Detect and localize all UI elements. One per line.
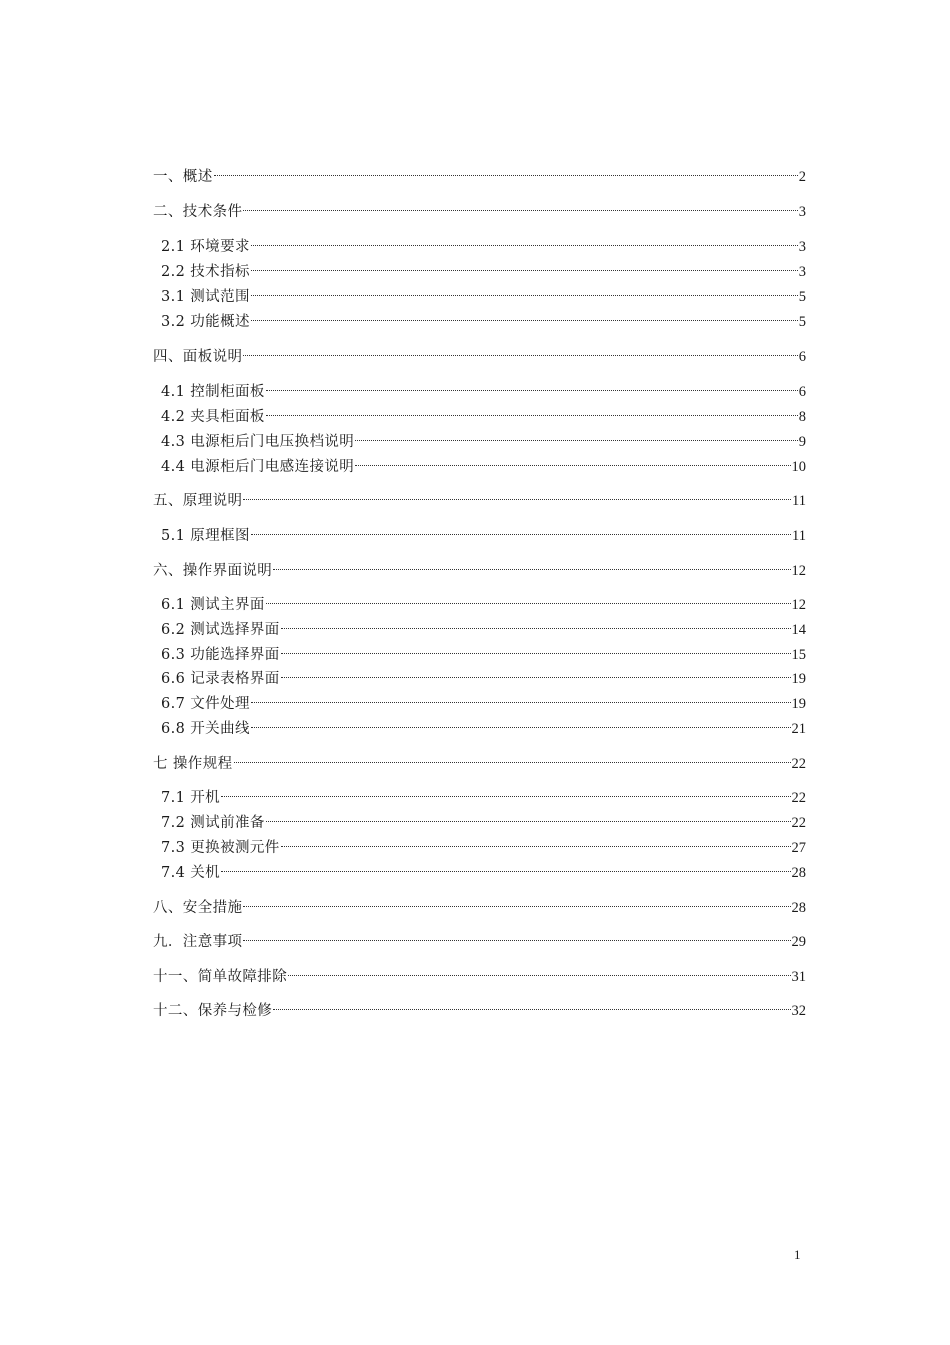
toc-entry[interactable] bbox=[161, 399, 806, 425]
toc-dot-leader bbox=[251, 686, 791, 708]
toc-entry-page: 3 bbox=[798, 264, 806, 280]
toc-entry[interactable] bbox=[153, 746, 806, 772]
toc-dot-leader bbox=[221, 780, 790, 802]
toc-dot-leader bbox=[281, 612, 791, 634]
toc-entry-title: 十一、简单故障排除 bbox=[153, 969, 288, 985]
toc-dot-leader bbox=[251, 304, 798, 326]
toc-entry-title: 7.4 关机 bbox=[161, 865, 221, 881]
toc-dot-leader bbox=[288, 959, 790, 981]
toc-entry-page: 19 bbox=[791, 671, 806, 687]
toc-entry-title: 二、技术条件 bbox=[153, 204, 243, 220]
toc-entry[interactable] bbox=[161, 711, 806, 737]
toc-entry-page: 22 bbox=[791, 815, 806, 831]
toc-entry[interactable] bbox=[153, 159, 806, 185]
toc-entry[interactable] bbox=[153, 993, 806, 1019]
toc-entry-page: 19 bbox=[791, 696, 806, 712]
toc-entry-page: 5 bbox=[798, 314, 806, 330]
toc-dot-leader bbox=[266, 805, 791, 827]
toc-entry-title: 4.2 夹具柜面板 bbox=[161, 409, 265, 425]
toc-entry-page: 3 bbox=[798, 239, 806, 255]
toc-dot-leader bbox=[281, 637, 791, 659]
toc-dot-leader bbox=[221, 855, 790, 877]
toc-entry[interactable] bbox=[161, 518, 806, 544]
toc-entry-title: 八、安全措施 bbox=[153, 900, 243, 916]
toc-dot-leader bbox=[355, 424, 798, 446]
toc-entry-page: 3 bbox=[798, 204, 806, 220]
toc-entry-page: 28 bbox=[791, 865, 806, 881]
toc-entry[interactable] bbox=[161, 661, 806, 687]
toc-entry[interactable] bbox=[153, 890, 806, 916]
toc-entry-page: 8 bbox=[798, 409, 806, 425]
toc-entry-page: 22 bbox=[791, 790, 806, 806]
toc-entry[interactable] bbox=[161, 686, 806, 712]
page-number: 1 bbox=[794, 1247, 801, 1262]
toc-entry[interactable] bbox=[161, 612, 806, 638]
toc-entry-title: 5.1 原理框图 bbox=[161, 528, 250, 544]
toc-entry[interactable] bbox=[153, 483, 806, 509]
toc-entry-page: 5 bbox=[798, 289, 806, 305]
toc-entry-page: 2 bbox=[798, 169, 806, 185]
toc-entry-title: 7.2 测试前准备 bbox=[161, 815, 265, 831]
toc-dot-leader bbox=[355, 449, 790, 471]
toc-entry-page: 11 bbox=[792, 528, 806, 544]
toc-entry-page: 32 bbox=[791, 1003, 806, 1019]
toc-entry[interactable] bbox=[161, 424, 806, 450]
toc-dot-leader bbox=[243, 483, 791, 505]
toc-entry[interactable] bbox=[161, 279, 806, 305]
toc-entry-page: 11 bbox=[792, 493, 806, 509]
toc-entry-page: 27 bbox=[791, 840, 806, 856]
toc-entry-title: 四、面板说明 bbox=[153, 349, 243, 365]
toc-entry-page: 21 bbox=[791, 721, 806, 737]
toc-entry-title: 3.1 测试范围 bbox=[161, 289, 250, 305]
toc-entry-title: 6.2 测试选择界面 bbox=[161, 622, 280, 638]
toc-entry-title: 一、概述 bbox=[153, 169, 213, 185]
toc-entry-title: 2.2 技术指标 bbox=[161, 264, 250, 280]
toc-entry[interactable] bbox=[161, 229, 806, 255]
toc-entry-title: 3.2 功能概述 bbox=[161, 314, 250, 330]
toc-dot-leader bbox=[243, 924, 790, 946]
toc-entry-title: 七 操作规程 bbox=[153, 756, 233, 772]
toc-entry-page: 12 bbox=[791, 563, 806, 579]
toc-entry[interactable] bbox=[153, 959, 806, 985]
toc-entry-page: 31 bbox=[791, 969, 806, 985]
toc-entry[interactable] bbox=[161, 805, 806, 831]
toc-entry-title: 4.3 电源柜后门电压换档说明 bbox=[161, 434, 355, 450]
toc-dot-leader bbox=[251, 518, 791, 540]
toc-entry-title: 6.6 记录表格界面 bbox=[161, 671, 280, 687]
toc-entry-page: 9 bbox=[798, 434, 806, 450]
toc-entry[interactable] bbox=[153, 924, 806, 950]
toc-dot-leader bbox=[281, 661, 791, 683]
toc-entry[interactable] bbox=[161, 374, 806, 400]
toc-dot-leader bbox=[251, 229, 798, 251]
toc-entry-page: 22 bbox=[791, 756, 806, 772]
toc-entry-title: 十二、保养与检修 bbox=[153, 1003, 273, 1019]
toc-dot-leader bbox=[243, 339, 797, 361]
toc-entry[interactable] bbox=[161, 449, 806, 475]
toc-dot-leader bbox=[273, 553, 790, 575]
toc-entry-title: 6.7 文件处理 bbox=[161, 696, 250, 712]
toc-entry-title: 4.4 电源柜后门电感连接说明 bbox=[161, 459, 355, 475]
toc-entry-title: 6.8 开关曲线 bbox=[161, 721, 250, 737]
toc-dot-leader bbox=[243, 194, 797, 216]
toc-entry[interactable] bbox=[161, 830, 806, 856]
toc-dot-leader bbox=[234, 746, 791, 768]
toc-entry-title: 六、操作界面说明 bbox=[153, 563, 273, 579]
toc-entry[interactable] bbox=[161, 637, 806, 663]
toc-entry[interactable] bbox=[153, 194, 806, 220]
toc-entry-page: 6 bbox=[798, 349, 806, 365]
toc-entry[interactable] bbox=[153, 553, 806, 579]
toc-entry-title: 7.1 开机 bbox=[161, 790, 221, 806]
toc-entry[interactable] bbox=[161, 254, 806, 280]
toc-entry-title: 2.1 环境要求 bbox=[161, 239, 250, 255]
toc-dot-leader bbox=[273, 993, 790, 1015]
toc-entry[interactable] bbox=[161, 304, 806, 330]
toc-entry-page: 29 bbox=[791, 934, 806, 950]
toc-dot-leader bbox=[251, 254, 798, 276]
toc-entry-title: 五、原理说明 bbox=[153, 493, 243, 509]
toc-entry-title: 6.3 功能选择界面 bbox=[161, 647, 280, 663]
toc-entry-title: 九．注意事项 bbox=[153, 934, 243, 950]
toc-dot-leader bbox=[281, 830, 791, 852]
toc-entry[interactable] bbox=[161, 780, 806, 806]
toc-entry-page: 10 bbox=[791, 459, 806, 475]
toc-entry-title: 7.3 更换被测元件 bbox=[161, 840, 280, 856]
toc-dot-leader bbox=[214, 159, 798, 181]
toc-dot-leader bbox=[251, 279, 798, 301]
toc-dot-leader bbox=[266, 587, 791, 609]
toc-entry-page: 15 bbox=[791, 647, 806, 663]
toc-entry-page: 6 bbox=[798, 384, 806, 400]
toc-dot-leader bbox=[266, 399, 798, 421]
toc-dot-leader bbox=[266, 374, 798, 396]
toc-entry[interactable] bbox=[153, 339, 806, 365]
toc-entry-title: 4.1 控制柜面板 bbox=[161, 384, 265, 400]
toc-entry[interactable] bbox=[161, 855, 806, 881]
toc-dot-leader bbox=[251, 711, 791, 733]
toc-entry-page: 12 bbox=[791, 597, 806, 613]
toc-dot-leader bbox=[243, 890, 790, 912]
toc-entry[interactable] bbox=[161, 587, 806, 613]
toc-entry-page: 14 bbox=[791, 622, 806, 638]
toc-entry-title: 6.1 测试主界面 bbox=[161, 597, 265, 613]
toc-entry-page: 28 bbox=[791, 900, 806, 916]
